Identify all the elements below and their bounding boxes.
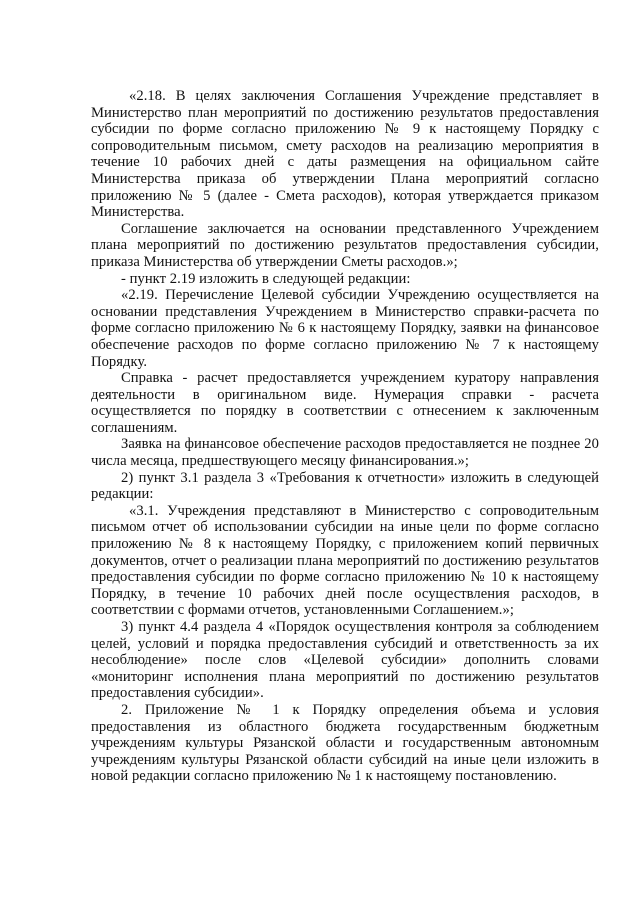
paragraph-2-18-plan: «2.18. В целях заключения Соглашения Учреждение представляет в Министерство план мероприятий по достижению результатов предоставления субсидии по форме согласно приложению № 9 к настоящему Порядку с сопроводительным письмом, смету расходов на реализацию мероприятия в течение 10 рабочих дней с даты размещения на официальном сайте Министерства приказа об утверждении Плана мероприятий согласно приложению № 5 (далее - Смета расходов), которая утверждается приказом Министерства. (91, 88, 599, 221)
paragraph-clause-3-1-intro: 2) пункт 3.1 раздела 3 «Требования к отчетности» изложить в следующей редакции: (91, 469, 599, 503)
paragraph-2-19-transfer: «2.19. Перечисление Целевой субсидии Учреждению осуществляется на основании представления Учреждением в Министерство справки-расчета по форме согласно приложению № 6 к настоящему Порядку, заявки на финансовое обеспечение расходов по форме согласно приложению № 7 к настоящему Порядку. (91, 287, 599, 370)
paragraph-agreement-basis: Соглашение заключается на основании представленного Учреждением плана мероприятий по достижению результатов предоставления субсидии, приказа Министерства об утверждении Сметы расходов.»; (91, 220, 599, 270)
paragraph-calculation-note: Справка - расчет предоставляется учреждением куратору направления деятельности в оригинальном виде. Нумерация справки - расчета осуществляется по порядку в соответствии с отнесением к заключенным соглашениям. (91, 370, 599, 436)
paragraph-3-1-reporting: «3.1. Учреждения представляют в Министерство с сопроводительным письмом отчет об использовании субсидии на иные цели по форме согласно приложению № 8 к настоящему Порядку, с приложением копий первичных документов, отчет о реализации плана мероприятий по достижению результатов предоставления субсидии по форме согласно приложению № 10 к настоящему Порядку, в течение 10 рабочих дней после осуществления расходов, в соответствии с формами отчетов, установленными Соглашением.»; (91, 502, 599, 619)
paragraph-appendix-1: 2. Приложение № 1 к Порядку определения объема и условия предоставления из областного бюджета государственным бюджетным учреждениям культуры Рязанской области и государственным автономным учреждениям культуры Рязанской области субсидий на иные цели изложить в новой редакции согласно приложению № 1 к настоящему постановлению. (91, 701, 599, 785)
paragraph-clause-2-19-intro: - пункт 2.19 изложить в следующей редакции: (121, 270, 411, 287)
paragraph-application-deadline: Заявка на финансовое обеспечение расходов предоставляется не позднее 20 числа месяца, предшествующего месяцу финансирования.»; (91, 436, 599, 470)
document-body (91, 88, 599, 785)
paragraph-clause-4-4: 3) пункт 4.4 раздела 4 «Порядок осуществления контроля за соблюдением целей, условий и порядка предоставления субсидий и ответственность за их несоблюдение» после слов «Целевой субсидии» дополнить словами «мониторинг исполнения плана мероприятий по достижению результатов предоставления субсидии». (91, 619, 599, 702)
